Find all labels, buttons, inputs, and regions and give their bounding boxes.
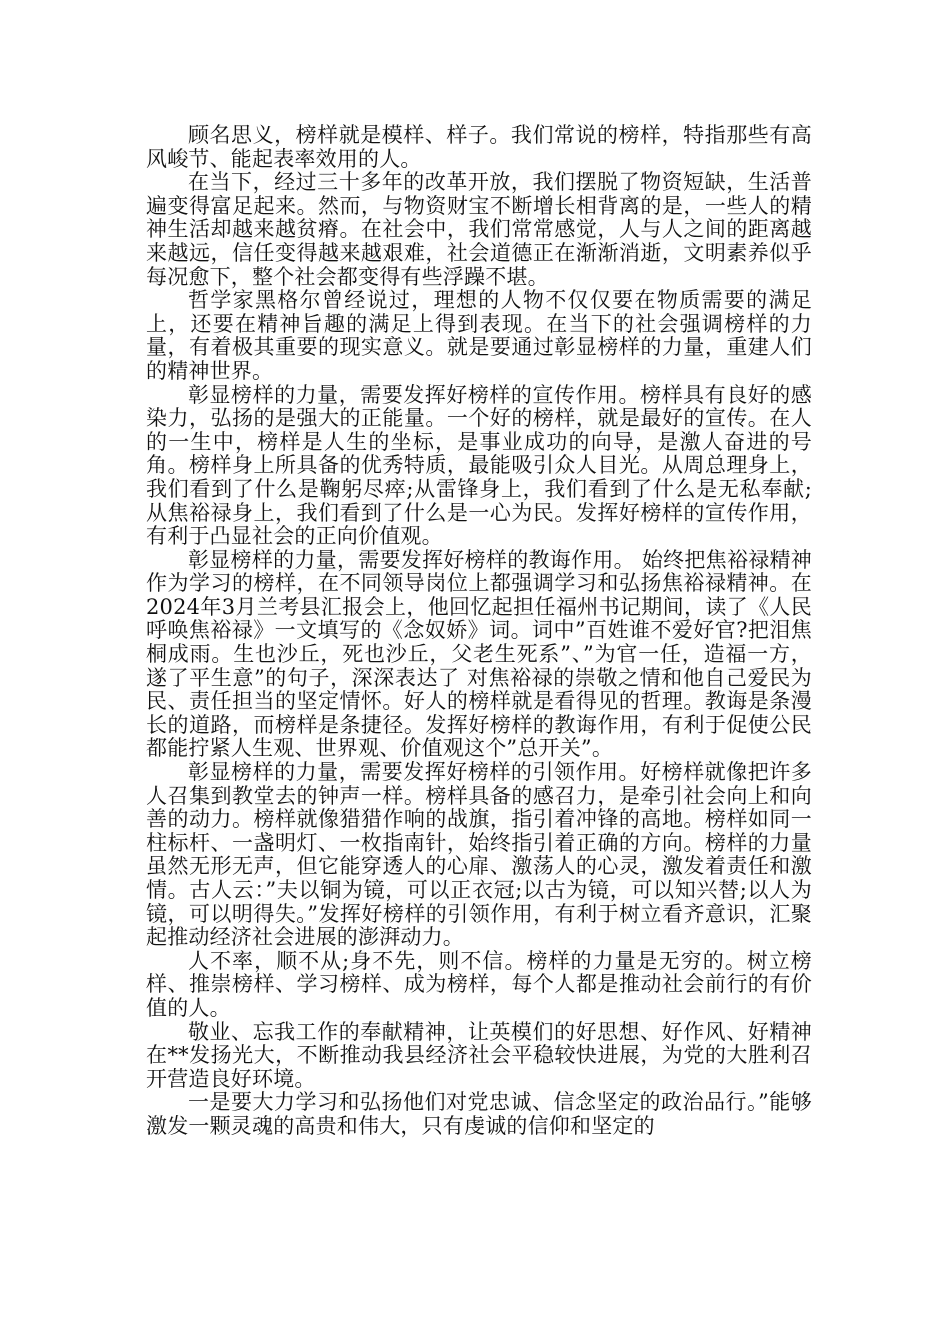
paragraph-5: 彰显榜样的力量，需要发挥好榜样的教诲作用。 始终把焦裕禄精神作为学习的榜样，在不同领导岗位上都强调学习和弘扬焦裕禄精神。在2024年3月兰考县汇报会上，他回忆起担任福州书记期间，读了《人民呼唤焦裕禄》一文填写的《念奴娇》词。词中”百姓谁不爱好官?把泪焦桐成雨。生也沙丘，死也沙丘，父老生死系”、”为官一任，造福一方，遂了平生意”的句子，深深表达了 对焦裕禄的崇敬之情和他自己爱民为民、责任担当的坚定情怀。好人的榜样就是看得见的哲理。教诲是条漫长的道路，而榜样是条捷径。发挥好榜样的教诲作用，有利于促使公民都能拧紧人生观、世界观、价值观这个”总开关”。 (146, 547, 812, 761)
paragraph-2: 在当下，经过三十多年的改革开放，我们摆脱了物资短缺，生活普遍变得富足起来。然而，与物资财宝不断增长相背离的是，一些人的精神生活却越来越贫瘠。在社会中，我们常常感觉，人与人之间的距离越来越远，信任变得越来越艰难，社会道德正在渐渐消逝，文明素养似乎每况愈下，整个社会都变得有些浮躁不堪。 (146, 170, 812, 289)
paragraph-4: 彰显榜样的力量，需要发挥好榜样的宣传作用。榜样具有良好的感染力，弘扬的是强大的正能量。一个好的榜样，就是最好的宣传。在人的一生中，榜样是人生的坐标，是事业成功的向导，是激人奋进的号角。榜样身上所具备的优秀特质，最能吸引众人目光。从周总理身上，我们看到了什么是鞠躬尽瘁;从雷锋身上，我们看到了什么是无私奉献;从焦裕禄身上，我们看到了什么是一心为民。发挥好榜样的宣传作用，有利于凸显社会的正向价值观。 (146, 382, 812, 549)
paragraph-3: 哲学家黑格尔曾经说过，理想的人物不仅仅要在物质需要的满足上，还要在精神旨趣的满足上得到表现。在当下的社会强调榜样的力量，有着极其重要的现实意义。就是要通过彰显榜样的力量，重建人们的精神世界。 (146, 288, 812, 383)
document-page (146, 124, 812, 1139)
paragraph-1: 顾名思义，榜样就是模样、样子。我们常说的榜样，特指那些有高风峻节、能起表率效用的人。 (146, 123, 812, 171)
paragraph-7: 人不率，顺不从;身不先，则不信。榜样的力量是无穷的。树立榜样、推崇榜样、学习榜样、成为榜样，每个人都是推动社会前行的有价值的人。 (146, 948, 812, 1020)
paragraph-6: 彰显榜样的力量，需要发挥好榜样的引领作用。好榜样就像把许多人召集到教堂去的钟声一样。榜样具备的感召力，是牵引社会向上和向善的动力。榜样就像猎猎作响的战旗，指引着冲锋的高地。榜样如同一柱标杆、一盏明灯、一枚指南针，始终指引着正确的方向。榜样的力量虽然无形无声，但它能穿透人的心扉、激荡人的心灵，激发着责任和激情。古人云：”夫以铜为镜，可以正衣冠;以古为镜，可以知兴替;以人为镜，可以明得失。”发挥好榜样的引领作用，有利于树立看齐意识，汇聚起推动经济社会进展的澎湃动力。 (146, 760, 812, 950)
paragraph-8: 敬业、忘我工作的奉献精神，让英模们的好思想、好作风、好精神在**发扬光大，不断推动我县经济社会平稳较快进展，为党的大胜利召开营造良好环境。 (146, 1019, 812, 1091)
paragraph-9: 一是要大力学习和弘扬他们对党忠诚、信念坚定的政治品行。”能够激发一颗灵魂的高贵和伟大，只有虔诚的信仰和坚定的 (146, 1090, 812, 1138)
